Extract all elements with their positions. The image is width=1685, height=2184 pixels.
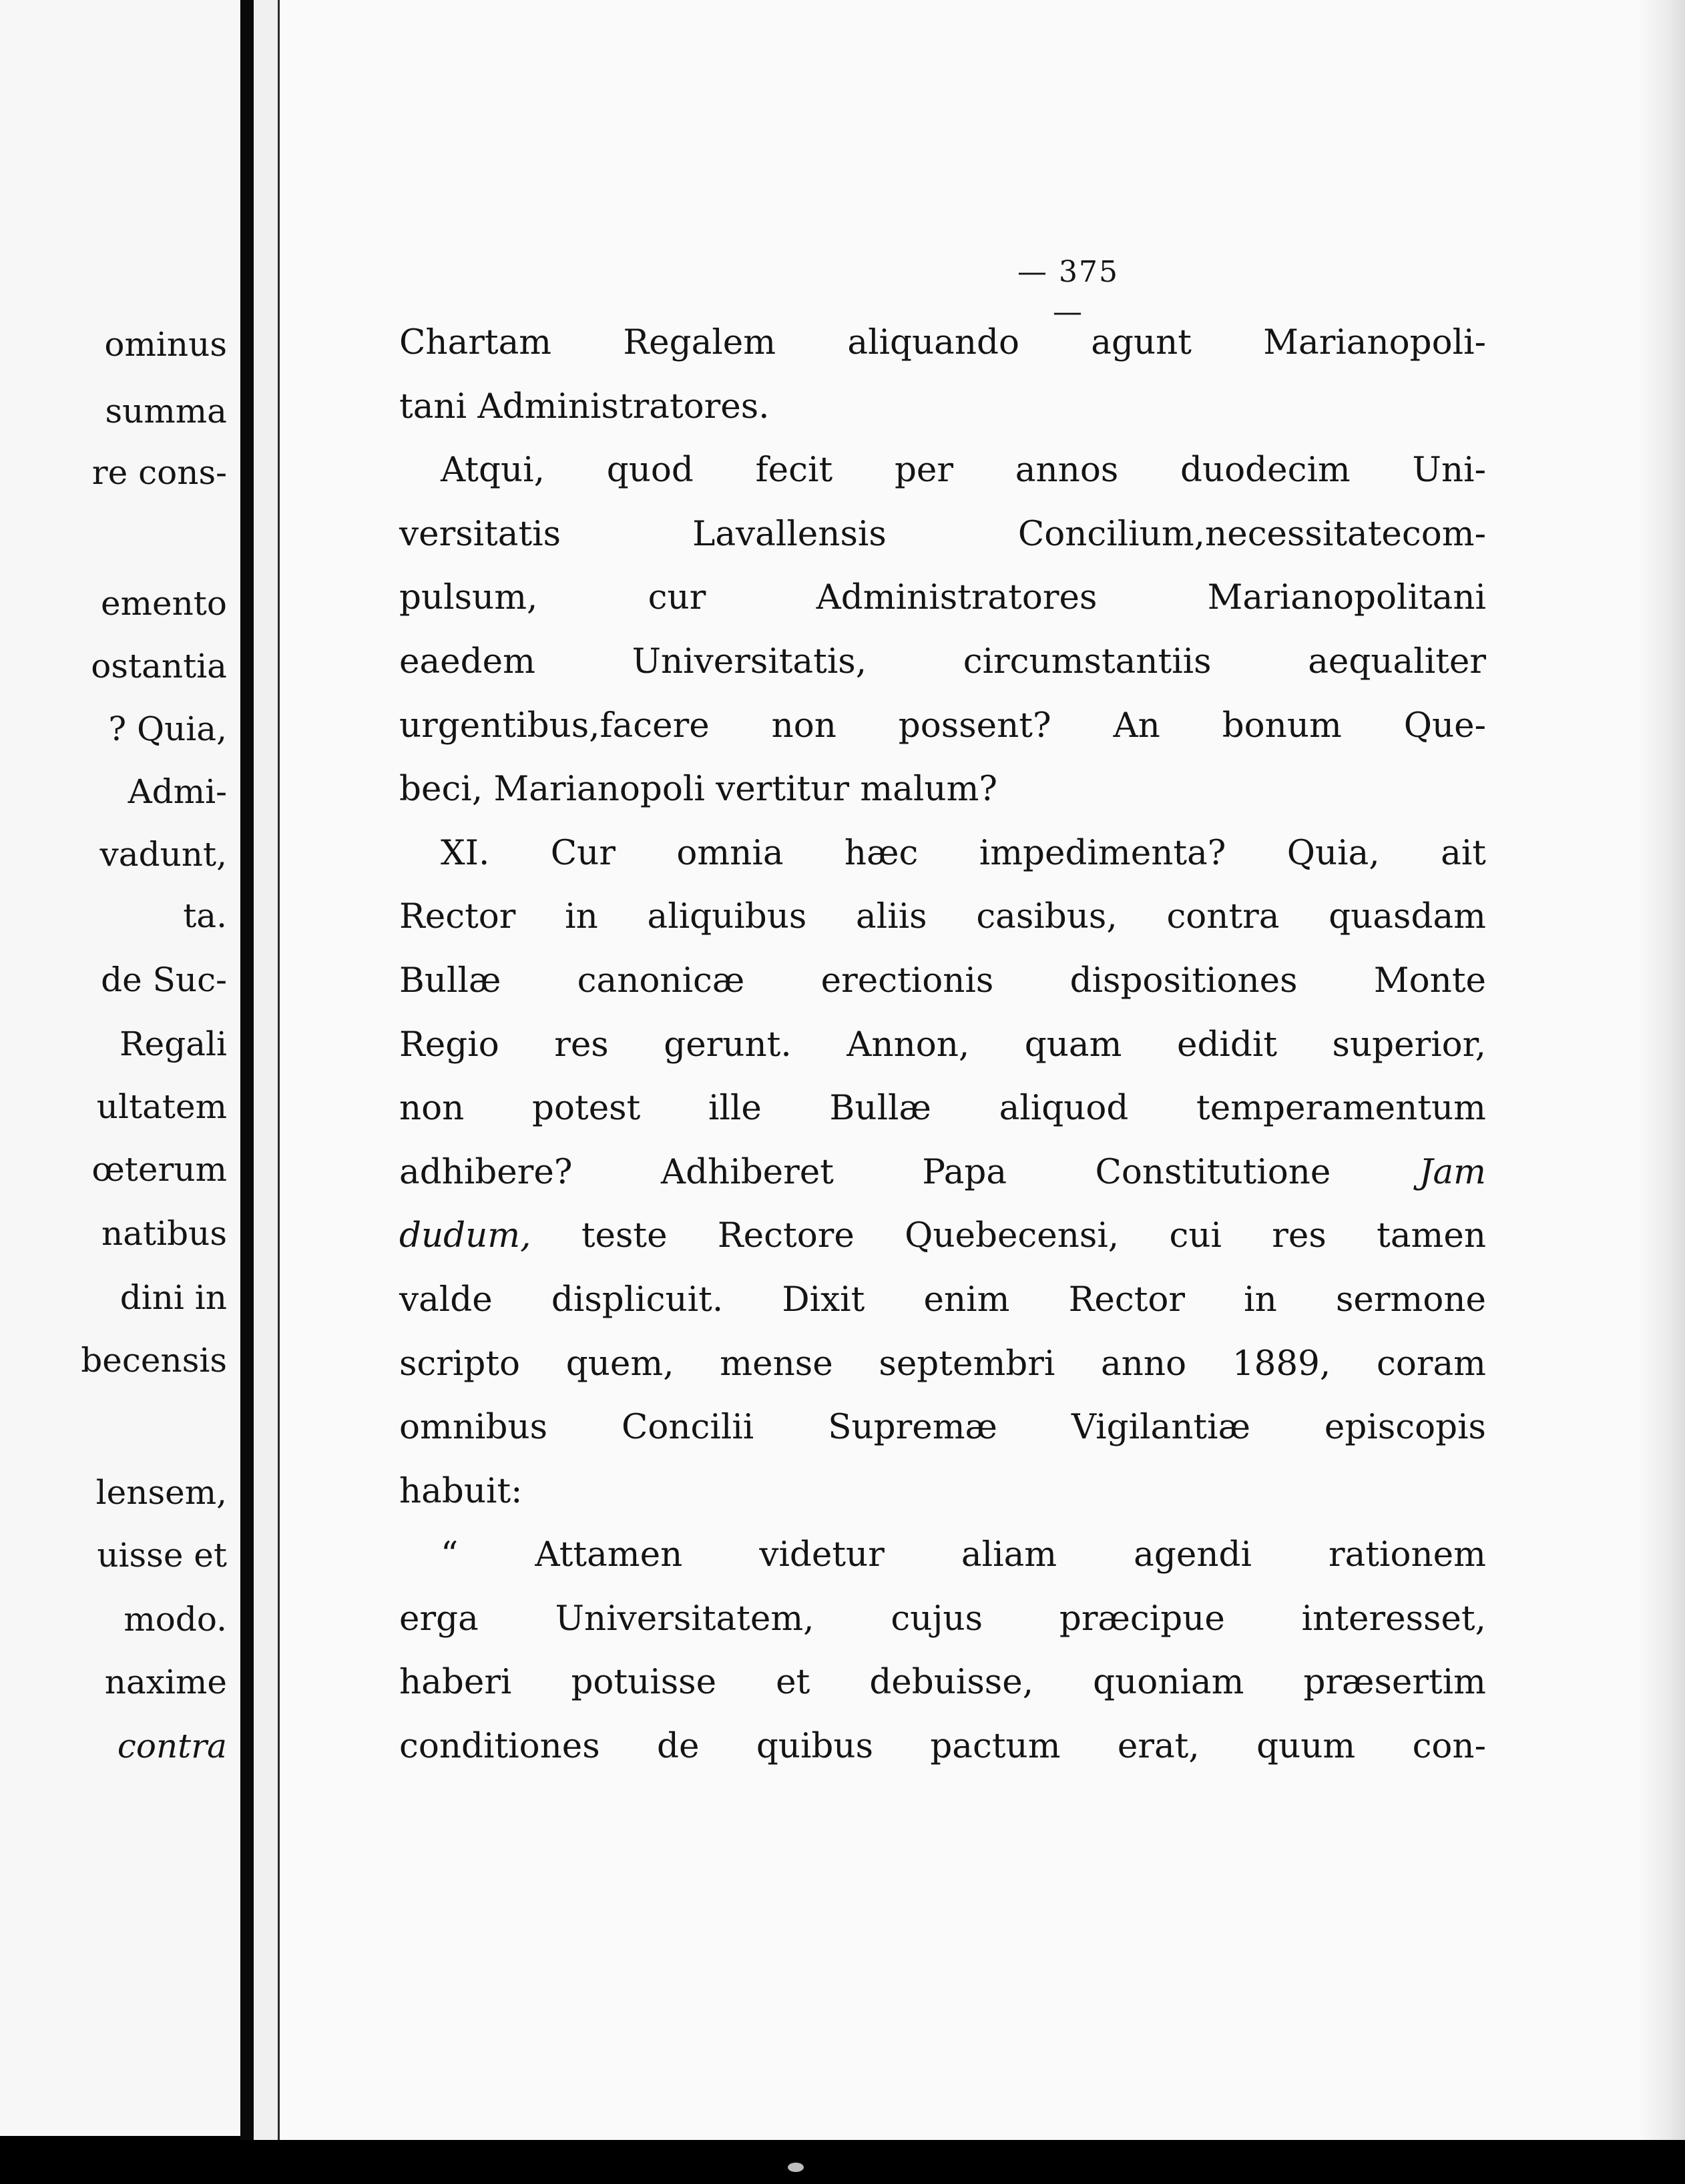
inner-page-edge: [254, 0, 280, 2140]
left-page-line: ostantia: [91, 647, 227, 686]
left-page-line: summa: [105, 392, 227, 431]
left-page-line: ominus: [104, 325, 227, 364]
left-page-line: de Suc-: [101, 961, 227, 999]
left-page-line: Regali: [119, 1025, 227, 1063]
left-page-line: œterum: [91, 1150, 227, 1189]
left-page-line: modo.: [124, 1600, 227, 1639]
text-line: habuit:: [399, 1470, 523, 1511]
text-line: versitatis Lavallensis Concilium,necessitatecom-: [399, 513, 1486, 554]
book-gutter: [240, 0, 254, 2184]
text-line: Regio res gerunt. Annon, quam edidit superior,: [399, 1024, 1486, 1065]
text-line: beci, Marianopoli vertitur malum?: [399, 769, 998, 810]
left-page-fragment: [0, 0, 240, 2136]
italic-title: Jam: [1419, 1151, 1486, 1192]
scan-bottom-border: [0, 2140, 1685, 2184]
text-line: Bullæ canonicæ erectionis dispositiones Monte: [399, 960, 1486, 1001]
text-line: tani Administratores.: [399, 386, 770, 427]
left-page-line: Admi-: [128, 772, 227, 811]
text-line: pulsum, cur Administratores Marianopolitani: [399, 577, 1486, 618]
text-line: scripto quem, mense septembri anno 1889, coram: [399, 1343, 1486, 1384]
text-line: erga Universitatem, cujus præcipue interesset,: [399, 1598, 1486, 1639]
left-page-line: ta.: [183, 896, 227, 935]
text-line: XI. Cur omnia hæc impedimenta? Quia, ait: [441, 832, 1486, 873]
text-line: Rector in aliquibus aliis casibus, contra quasdam: [399, 896, 1486, 937]
text-line: omnibus Concilii Supremæ Vigilantiæ episcopis: [399, 1407, 1486, 1448]
italic-title: dudum,: [399, 1215, 531, 1256]
left-page-line: lensem,: [95, 1473, 227, 1512]
text-line: [399, 1204, 1486, 1268]
text-line: urgentibus,facere non possent? An bonum Que-: [399, 705, 1486, 746]
page-number: — 375 —: [1017, 255, 1119, 329]
right-page: [254, 0, 1685, 2140]
text-line: valde displicuit. Dixit enim Rector in sermone: [399, 1279, 1486, 1320]
text-run: adhibere? Adhiberet Papa Constitutione: [399, 1151, 1331, 1192]
text-line: Chartam Regalem aliquando agunt Marianopoli-: [399, 322, 1486, 362]
left-page-line: ? Quia,: [108, 710, 227, 748]
text-line: non potest ille Bullæ aliquod temperamentum: [399, 1088, 1486, 1129]
text-line: [399, 1141, 1486, 1205]
left-page-line: ultatem: [96, 1087, 227, 1126]
text-line: “ Attamen videtur aliam agendi rationem: [441, 1535, 1486, 1575]
left-page-line: vadunt,: [99, 835, 227, 874]
left-page-line: re cons-: [91, 453, 227, 492]
left-page-line: natibus: [101, 1214, 227, 1253]
left-page-line: uisse et: [97, 1536, 227, 1575]
text-run: teste Rectore Quebecensi, cui res tamen: [581, 1215, 1487, 1256]
text-line: Atqui, quod fecit per annos duodecim Uni-: [441, 450, 1486, 491]
left-page-line: naxime: [104, 1663, 227, 1701]
left-page-line: dini in: [119, 1278, 227, 1317]
left-page-line: emento: [101, 584, 227, 623]
text-line: eaedem Universitatis, circumstantiis aequaliter: [399, 641, 1486, 681]
text-line: haberi potuisse et debuisse, quoniam præsertim: [399, 1662, 1486, 1703]
body-text: [399, 311, 1486, 1779]
left-page-line: becensis: [81, 1341, 227, 1380]
left-page-line: contra: [117, 1727, 227, 1765]
scan-speck: [788, 2163, 804, 2172]
text-line: conditiones de quibus pactum erat, quum con-: [399, 1726, 1486, 1767]
fore-edge-shadow: [1638, 0, 1685, 2140]
